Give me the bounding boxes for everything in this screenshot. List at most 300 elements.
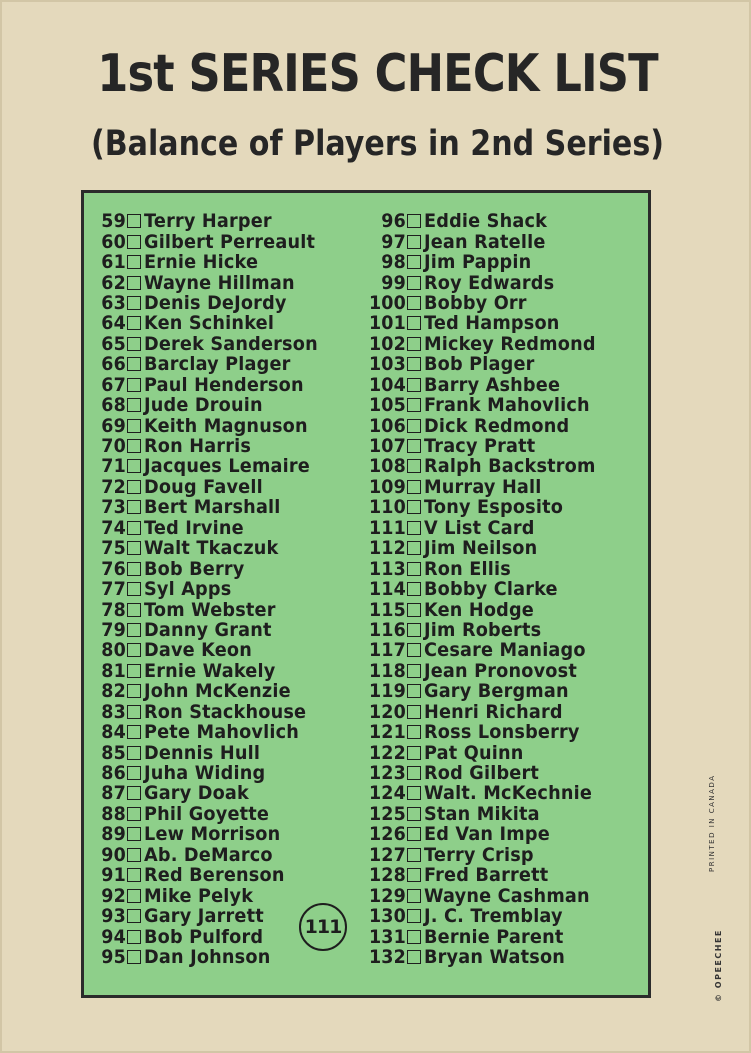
player-name: Derek Sanderson (144, 332, 318, 355)
checklist-entry (354, 456, 609, 476)
card-number-label: 115 (368, 598, 406, 621)
card-number-label: 73 (101, 496, 126, 519)
player-name: Jude Drouin (144, 394, 263, 417)
card-number-label: 80 (101, 639, 126, 662)
checkbox[interactable] (127, 766, 141, 780)
checkbox[interactable] (407, 643, 421, 657)
player-name: Gary Jarrett (144, 905, 264, 928)
checkbox[interactable] (127, 378, 141, 392)
card-number-label: 127 (368, 843, 406, 866)
player-name: Stan Mikita (424, 802, 540, 825)
player-name: Ted Hampson (424, 312, 560, 335)
player-name: Syl Apps (144, 578, 232, 601)
player-name: Tony Esposito (424, 496, 564, 519)
checkbox[interactable] (127, 459, 141, 473)
card-number-label: 102 (368, 332, 406, 355)
card-number-label: 87 (101, 782, 126, 805)
player-name: Paul Henderson (144, 373, 304, 396)
checkbox[interactable] (127, 848, 141, 862)
player-name: Jim Pappin (424, 251, 532, 274)
checkbox[interactable] (127, 480, 141, 494)
player-name: Bobby Orr (424, 291, 527, 314)
card-number-label: 81 (101, 659, 126, 682)
card-number-label: 111 (368, 516, 406, 539)
checkbox[interactable] (127, 521, 141, 535)
player-name: Tracy Pratt (424, 435, 536, 458)
player-name: Bernie Parent (424, 925, 564, 948)
checklist-entry (92, 415, 331, 435)
checkbox[interactable] (407, 398, 421, 412)
checkbox[interactable] (127, 909, 141, 923)
card-number-label: 101 (368, 312, 406, 335)
card-number-label: 66 (101, 353, 126, 376)
card-number-label: 77 (101, 578, 126, 601)
card-number-label: 60 (101, 230, 126, 253)
checkbox[interactable] (127, 500, 141, 514)
checkbox[interactable] (127, 705, 141, 719)
checklist-entry (92, 783, 331, 803)
checkbox[interactable] (127, 930, 141, 944)
checklist-entry (354, 558, 609, 578)
checklist-entry (354, 722, 609, 742)
card-number-label: 94 (101, 925, 126, 948)
checklist-entry (92, 436, 331, 456)
player-name: Pat Quinn (424, 741, 524, 764)
player-name: Gary Doak (144, 782, 249, 805)
checklist-entry (354, 885, 609, 905)
card-number-label: 103 (368, 353, 406, 376)
card-number-label: 82 (101, 680, 126, 703)
checklist-entry (354, 293, 609, 313)
checklist-entry (354, 906, 609, 926)
card-number-label: 120 (368, 700, 406, 723)
player-name: Henri Richard (424, 700, 563, 723)
checkbox[interactable] (407, 827, 421, 841)
player-name: Bob Pulford (144, 925, 264, 948)
checklist-entry (92, 885, 331, 905)
player-name: Mike Pelyk (144, 884, 254, 907)
checklist-entry (92, 742, 331, 762)
checkbox[interactable] (407, 848, 421, 862)
card-number-label: 59 (101, 210, 126, 233)
player-name: Roy Edwards (424, 271, 555, 294)
checklist-entry (92, 313, 331, 333)
checklist-entry (354, 824, 609, 844)
checkbox[interactable] (127, 541, 141, 555)
card-number-label: 96 (381, 210, 406, 233)
checklist-entry (354, 518, 609, 538)
card-number-label: 132 (368, 945, 406, 968)
checkbox[interactable] (127, 807, 141, 821)
checklist-entry (92, 865, 331, 885)
card-number-label: 67 (101, 373, 126, 396)
player-name: Ron Harris (144, 435, 252, 458)
card-number-label: 98 (381, 251, 406, 274)
player-name: J. C. Tremblay (424, 905, 563, 928)
player-name: Phil Goyette (144, 802, 270, 825)
card-number-label: 123 (368, 762, 406, 785)
player-name: Terry Crisp (424, 843, 534, 866)
checkbox[interactable] (407, 439, 421, 453)
checklist-entry (92, 722, 331, 742)
player-name: Gilbert Perreault (144, 230, 316, 253)
player-name: Juha Widing (144, 762, 266, 785)
checkbox[interactable] (127, 337, 141, 351)
card-number-label: 124 (368, 782, 406, 805)
checklist-right-column (354, 211, 609, 967)
checklist-entry (92, 763, 331, 783)
checkbox[interactable] (407, 378, 421, 392)
checkbox[interactable] (127, 623, 141, 637)
card-number-label: 129 (368, 884, 406, 907)
player-name: Jim Neilson (424, 537, 538, 560)
player-name: Walt. McKechnie (424, 782, 593, 805)
checklist-entry (92, 640, 331, 660)
checkbox[interactable] (127, 664, 141, 678)
checklist-entry (354, 395, 609, 415)
checkbox[interactable] (407, 480, 421, 494)
checkbox[interactable] (407, 725, 421, 739)
checklist-entry (354, 415, 609, 435)
checklist-panel (81, 190, 651, 998)
checklist-entry (354, 579, 609, 599)
card-number-label: 110 (368, 496, 406, 519)
checkbox[interactable] (407, 705, 421, 719)
checklist-entry (92, 804, 331, 824)
checkbox[interactable] (407, 746, 421, 760)
checkbox[interactable] (127, 235, 141, 249)
player-name: Cesare Maniago (424, 639, 586, 662)
player-name: Ernie Wakely (144, 659, 276, 682)
checkbox[interactable] (127, 643, 141, 657)
checkbox[interactable] (127, 950, 141, 964)
player-name: Murray Hall (424, 475, 542, 498)
card-number-label: 72 (101, 475, 126, 498)
checklist-entry (92, 906, 331, 926)
checklist-entry (92, 456, 331, 476)
player-name: Tom Webster (144, 598, 276, 621)
card-number-label: 71 (101, 455, 126, 478)
card-number-label: 126 (368, 823, 406, 846)
checkbox[interactable] (407, 214, 421, 228)
card-number-label: 61 (101, 251, 126, 274)
card-number-label: 90 (101, 843, 126, 866)
player-name: Barclay Plager (144, 353, 291, 376)
checklist-entry (354, 702, 609, 722)
checkbox[interactable] (407, 296, 421, 310)
card-number-label: 121 (368, 721, 406, 744)
checklist-entry (92, 375, 331, 395)
checkbox[interactable] (127, 296, 141, 310)
card-number-label: 89 (101, 823, 126, 846)
card-number-label: 93 (101, 905, 126, 928)
checklist-entry (354, 313, 609, 333)
card-number-label: 74 (101, 516, 126, 539)
card-number-label: 92 (101, 884, 126, 907)
card-number-label: 79 (101, 618, 126, 641)
checkbox[interactable] (127, 255, 141, 269)
checkbox[interactable] (407, 930, 421, 944)
checkbox[interactable] (407, 786, 421, 800)
card-number-label: 130 (368, 905, 406, 928)
checklist-entry (354, 640, 609, 660)
player-name: Bert Marshall (144, 496, 281, 519)
card-number-label: 88 (101, 802, 126, 825)
player-name: Ab. DeMarco (144, 843, 273, 866)
checkbox[interactable] (127, 746, 141, 760)
checklist-entry (354, 620, 609, 640)
player-name: Ralph Backstrom (424, 455, 596, 478)
card-number-label: 118 (368, 659, 406, 682)
checklist-entry (92, 661, 331, 681)
checklist-entry (354, 742, 609, 762)
player-name: Jean Pronovost (424, 659, 577, 682)
card-number-label: 68 (101, 394, 126, 417)
player-name: Rod Gilbert (424, 762, 540, 785)
player-name: Jean Ratelle (424, 230, 546, 253)
card-number-badge: 111 (299, 903, 347, 951)
card-number-label: 75 (101, 537, 126, 560)
player-name: Ted Irvine (144, 516, 244, 539)
checkbox[interactable] (127, 827, 141, 841)
card-number-label: 95 (101, 945, 126, 968)
player-name: Ron Stackhouse (144, 700, 307, 723)
player-name: Dan Johnson (144, 945, 271, 968)
checkbox[interactable] (127, 398, 141, 412)
checklist-entry (92, 579, 331, 599)
checklist-entry (92, 538, 331, 558)
checklist-entry (92, 497, 331, 517)
checkbox[interactable] (127, 684, 141, 698)
player-name: Ken Schinkel (144, 312, 275, 335)
checklist-entry (354, 804, 609, 824)
checklist-entry (354, 599, 609, 619)
checkbox[interactable] (407, 337, 421, 351)
checkbox[interactable] (407, 316, 421, 330)
checkbox[interactable] (407, 562, 421, 576)
checklist-entry (354, 375, 609, 395)
card-number-label: 62 (101, 271, 126, 294)
player-name: Jacques Lemaire (144, 455, 310, 478)
player-name: Red Berenson (144, 864, 285, 887)
checklist-entry (354, 231, 609, 251)
player-name: Gary Bergman (424, 680, 569, 703)
checkbox[interactable] (127, 357, 141, 371)
card-number-label: 125 (368, 802, 406, 825)
player-name: Ron Ellis (424, 557, 511, 580)
card-number-label: 107 (368, 435, 406, 458)
checkbox[interactable] (127, 868, 141, 882)
checklist-entry (354, 783, 609, 803)
player-name: Ken Hodge (424, 598, 534, 621)
checklist-entry (92, 599, 331, 619)
player-name: Lew Morrison (144, 823, 281, 846)
checklist-entry (354, 477, 609, 497)
player-name: Terry Harper (144, 210, 272, 233)
checklist-entry (92, 926, 331, 946)
checkbox[interactable] (407, 521, 421, 535)
card-number-label: 131 (368, 925, 406, 948)
card-number-label: 99 (381, 271, 406, 294)
card-number-label: 128 (368, 864, 406, 887)
checkbox[interactable] (407, 235, 421, 249)
player-name: Jim Roberts (424, 618, 542, 641)
card-number-label: 64 (101, 312, 126, 335)
checklist-entry (92, 354, 331, 374)
card-number-label: 63 (101, 291, 126, 314)
checkbox[interactable] (407, 582, 421, 596)
checklist-entry (354, 661, 609, 681)
checklist-entry (92, 558, 331, 578)
checklist-entry (92, 620, 331, 640)
checkbox[interactable] (407, 419, 421, 433)
checkbox[interactable] (407, 868, 421, 882)
checkbox[interactable] (127, 582, 141, 596)
checkbox[interactable] (127, 603, 141, 617)
checkbox[interactable] (407, 684, 421, 698)
checkbox[interactable] (407, 276, 421, 290)
checkbox[interactable] (127, 562, 141, 576)
player-name: Bob Berry (144, 557, 245, 580)
card-number-label: 70 (101, 435, 126, 458)
checklist-entry (92, 518, 331, 538)
card-title: 1st SERIES CHECK LIST (97, 44, 658, 104)
checkbox[interactable] (127, 276, 141, 290)
player-name: Dave Keon (144, 639, 253, 662)
checklist-entry (92, 395, 331, 415)
checklist-entry (92, 947, 331, 967)
card-number-label: 65 (101, 332, 126, 355)
player-name: Ernie Hicke (144, 251, 259, 274)
checkbox[interactable] (407, 541, 421, 555)
checklist-entry (92, 824, 331, 844)
printed-in-note: PRINTED IN CANADA (708, 774, 716, 872)
checklist-entry (92, 231, 331, 251)
card-number-label: 119 (368, 680, 406, 703)
checklist-entry (92, 681, 331, 701)
player-name: Ed Van Impe (424, 823, 550, 846)
card-number-label: 122 (368, 741, 406, 764)
checkbox[interactable] (407, 357, 421, 371)
checkbox[interactable] (407, 807, 421, 821)
player-name: Mickey Redmond (424, 332, 596, 355)
checklist-entry (354, 865, 609, 885)
player-name: Denis DeJordy (144, 291, 287, 314)
checkbox[interactable] (407, 766, 421, 780)
checkbox[interactable] (407, 909, 421, 923)
checkbox[interactable] (407, 664, 421, 678)
checklist-left-column (92, 211, 331, 967)
checklist-entry (354, 538, 609, 558)
card-number-label: 113 (368, 557, 406, 580)
player-name: John McKenzie (144, 680, 291, 703)
card-number-label: 84 (101, 721, 126, 744)
player-name: V List Card (424, 516, 535, 539)
card-number-label: 76 (101, 557, 126, 580)
card-subtitle: (Balance of Players in 2nd Series) (90, 124, 665, 164)
checklist-entry (354, 334, 609, 354)
card-number-label: 69 (101, 414, 126, 437)
checklist-entry (354, 845, 609, 865)
player-name: Bobby Clarke (424, 578, 558, 601)
card-number-label: 112 (368, 537, 406, 560)
player-name: Walt Tkaczuk (144, 537, 279, 560)
player-name: Wayne Cashman (424, 884, 590, 907)
checkbox[interactable] (407, 500, 421, 514)
checklist-entry (354, 252, 609, 272)
player-name: Ross Lonsberry (424, 721, 580, 744)
checklist-entry (92, 845, 331, 865)
player-name: Keith Magnuson (144, 414, 308, 437)
card-number-label: 91 (101, 864, 126, 887)
checklist-entry (92, 252, 331, 272)
checkbox[interactable] (127, 214, 141, 228)
player-name: Bryan Watson (424, 945, 566, 968)
checklist-entry (354, 354, 609, 374)
checkbox[interactable] (407, 889, 421, 903)
checklist-entry (354, 947, 609, 967)
player-name: Danny Grant (144, 618, 272, 641)
card-number-label: 105 (368, 394, 406, 417)
checkbox[interactable] (127, 786, 141, 800)
checklist-entry (92, 293, 331, 313)
checkbox[interactable] (407, 623, 421, 637)
player-name: Fred Barrett (424, 864, 549, 887)
player-name: Dick Redmond (424, 414, 570, 437)
card-number-label: 83 (101, 700, 126, 723)
player-name: Bob Plager (424, 353, 535, 376)
card-number-label: 100 (368, 291, 406, 314)
card-number-label: 97 (381, 230, 406, 253)
player-name: Dennis Hull (144, 741, 261, 764)
checklist-entry (354, 436, 609, 456)
checklist-entry (354, 681, 609, 701)
card-number-label: 114 (368, 578, 406, 601)
checkbox[interactable] (127, 889, 141, 903)
player-name: Pete Mahovlich (144, 721, 300, 744)
checklist-entry (92, 211, 331, 231)
checkbox[interactable] (127, 725, 141, 739)
checklist-entry (354, 272, 609, 292)
card-number-label: 104 (368, 373, 406, 396)
checkbox[interactable] (407, 603, 421, 617)
checklist-entry (92, 334, 331, 354)
card-number-label: 117 (368, 639, 406, 662)
card-number-label: 109 (368, 475, 406, 498)
checklist-entry (354, 763, 609, 783)
player-name: Eddie Shack (424, 210, 548, 233)
checklist-entry (92, 272, 331, 292)
card-number-label: 108 (368, 455, 406, 478)
checklist-entry (92, 702, 331, 722)
checkbox[interactable] (127, 419, 141, 433)
card-number-label: 116 (368, 618, 406, 641)
checkbox[interactable] (407, 255, 421, 269)
checklist-entry (354, 211, 609, 231)
checklist-entry (354, 926, 609, 946)
checkbox[interactable] (407, 950, 421, 964)
card-number-label: 78 (101, 598, 126, 621)
checkbox[interactable] (127, 316, 141, 330)
player-name: Barry Ashbee (424, 373, 561, 396)
manufacturer-mark: © OPEECHEE (714, 929, 723, 1002)
checkbox[interactable] (127, 439, 141, 453)
checkbox[interactable] (407, 459, 421, 473)
card-number-label: 86 (101, 762, 126, 785)
player-name: Frank Mahovlich (424, 394, 590, 417)
player-name: Doug Favell (144, 475, 263, 498)
card-number-label: 106 (368, 414, 406, 437)
